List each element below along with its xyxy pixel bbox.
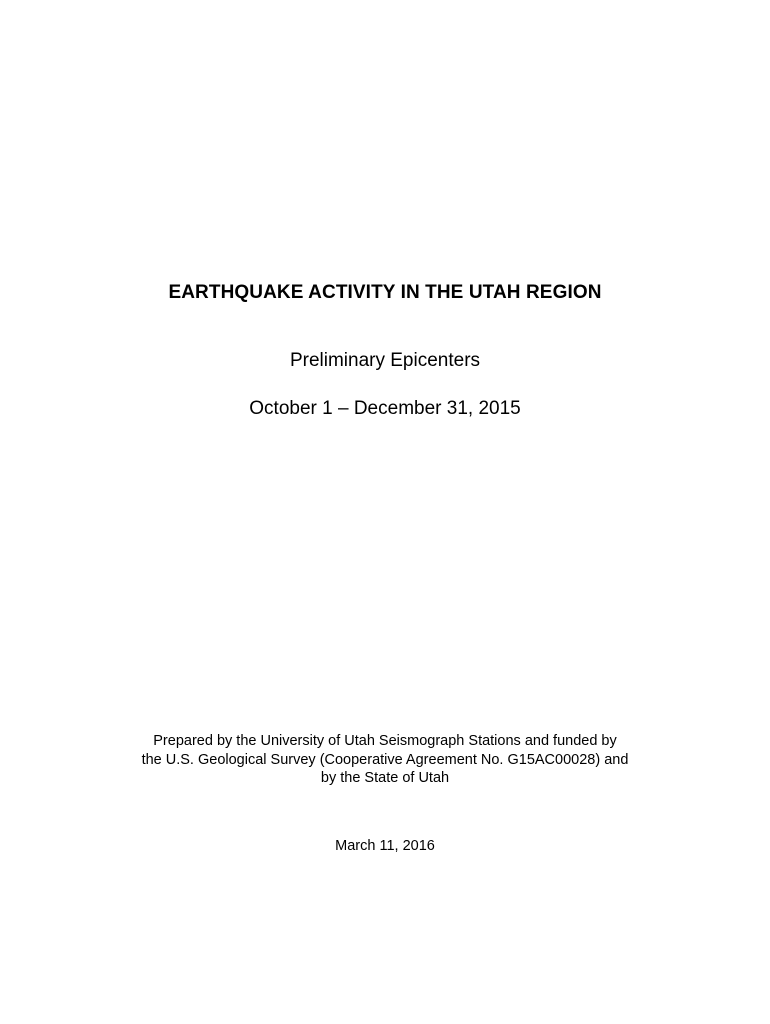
prepared-by-line: the U.S. Geological Survey (Cooperative Agreement No. G15AC00028) and xyxy=(141,751,629,768)
prepared-by-line: by the State of Utah xyxy=(320,770,450,786)
prepared-by-line: Prepared by the University of Utah Seismograph Stations and funded by xyxy=(153,733,617,749)
report-title: EARTHQUAKE ACTIVITY IN THE UTAH REGION xyxy=(168,282,602,303)
prepared-by-statement xyxy=(0,732,770,788)
report-subtitle: Preliminary Epicenters xyxy=(289,350,481,371)
report-date: March 11, 2016 xyxy=(335,838,435,854)
report-period: October 1 – December 31, 2015 xyxy=(249,398,521,419)
